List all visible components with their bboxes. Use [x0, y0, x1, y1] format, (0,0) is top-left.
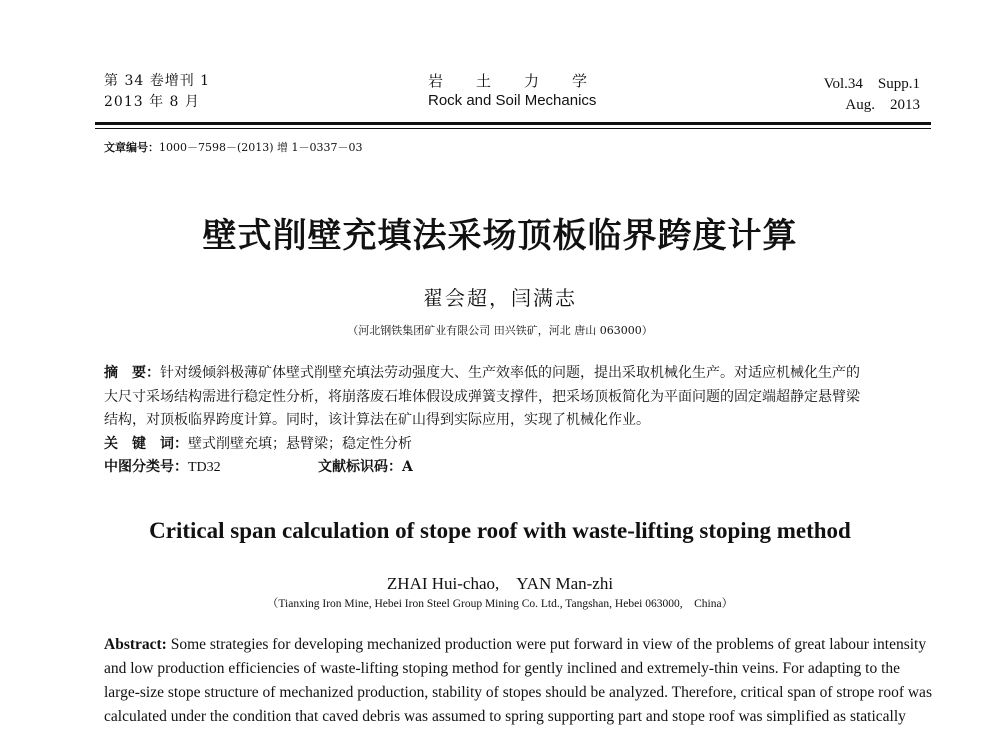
affiliation-cn: （河北钢铁集团矿业有限公司 田兴铁矿，河北 唐山 063000） — [347, 324, 653, 337]
article-id-value: 1000－7598－(2013) 增 1－0337－03 — [159, 141, 363, 154]
keywords-cn — [104, 434, 412, 455]
header-rule-thick — [95, 122, 931, 125]
authors-en: ZHAI Hui-chao, YAN Man-zhi — [386, 574, 614, 593]
abstract-en-line1 — [104, 636, 926, 654]
abstract-cn-label: 摘 要： — [104, 365, 160, 381]
journal-volume-cn: 第 34 卷增刊 1 — [104, 73, 211, 89]
abstract-en-text-1: Some strategies for developing mechanized production were put forward in view of the problems of great labour intensity — [170, 636, 927, 653]
authors-cn: 翟会超，闫满志 — [423, 286, 577, 310]
title-cn: 壁式削壁充填法采场顶板临界跨度计算 — [202, 216, 798, 256]
abstract-cn-line1 — [104, 363, 860, 384]
clc-number — [104, 457, 221, 478]
doc-code-value: A — [402, 459, 413, 475]
article-id-label: 文章编号： — [104, 141, 159, 154]
clc-label: 中图分类号： — [104, 459, 188, 475]
keywords-cn-label: 关 键 词： — [104, 436, 188, 452]
abstract-en-label: Abstract: — [104, 636, 167, 653]
journal-date-cn: 2013 年 8 月 — [104, 94, 200, 110]
document-code — [318, 457, 413, 478]
clc-value: TD32 — [188, 460, 221, 475]
abstract-en-line3: large-size stope structure of mechanized production, stability of stopes should be analyzed. Therefore, critical span of strope roof was — [104, 684, 932, 701]
abstract-cn-text-1: 针对缓倾斜极薄矿体壁式削壁充填法劳动强度大、生产效率低的问题，提出采取机械化生产。对适应机械化生产的 — [160, 365, 860, 381]
abstract-cn-line3: 结构，对顶板临界跨度计算。同时，该计算法在矿山得到实际应用，实现了机械化作业。 — [104, 412, 650, 428]
doc-code-label: 文献标识码： — [318, 459, 402, 475]
journal-volume-en: Vol.34 Supp.1 — [823, 76, 920, 92]
journal-name-en: Rock and Soil Mechanics — [428, 92, 597, 109]
header-rule-thin — [95, 128, 931, 129]
article-id — [104, 139, 363, 155]
abstract-cn-line2: 大尺寸采场结构需进行稳定性分析，将崩落废石堆体假设成弹簧支撑件，把采场顶板简化为平面问题的固定端超静定悬臂梁 — [104, 389, 860, 405]
keywords-cn-value: 壁式削壁充填；悬臂梁；稳定性分析 — [188, 436, 412, 452]
affiliation-en: （Tianxing Iron Mine, Hebei Iron Steel Group Mining Co. Ltd., Tangshan, Hebei 063000, China） — [266, 598, 734, 610]
abstract-en-line4: calculated under the condition that caved debris was assumed to spring supporting part and stope roof was simplified as statically — [104, 708, 906, 725]
title-en: Critical span calculation of stope roof with waste-lifting stoping method — [149, 518, 851, 543]
journal-date-en: Aug. 2013 — [845, 97, 920, 113]
abstract-en-line2: and low production efficiencies of waste-lifting stoping method for gently inclined and extremely-thin veins. For adapting to the — [104, 660, 901, 677]
journal-name-cn: 岩 土 力 学 — [428, 72, 589, 90]
